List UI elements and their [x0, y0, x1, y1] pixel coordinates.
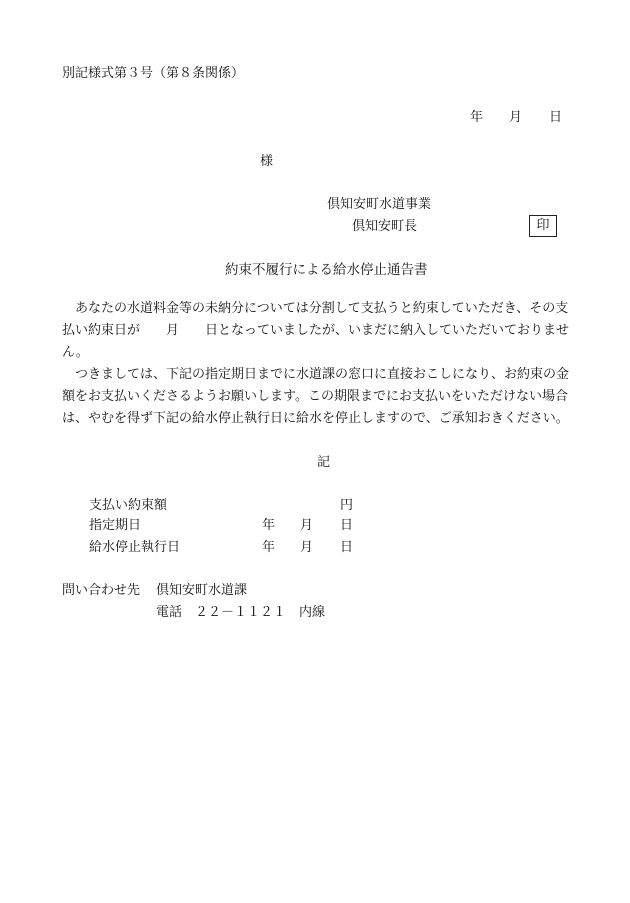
issuer-organization: 倶知安町水道事業 — [327, 197, 432, 212]
contact-department: 倶知安町水道課 — [156, 583, 248, 598]
notes-heading: 記 — [317, 455, 331, 470]
contact-phone: 電話 ２２－１１２１ 内線 — [156, 605, 326, 620]
date-month-label: 月 — [509, 110, 523, 125]
body-paragraph-2 — [62, 364, 582, 430]
body-paragraph-1 — [62, 298, 582, 364]
payment-amount-label: 支払い約束額 — [89, 498, 168, 513]
contact-label: 問い合わせ先 — [62, 583, 141, 598]
paragraph-line: 払い約束日が 月 日となっていましたが、いまだに納入していただいておりませ — [62, 323, 570, 338]
seal-box: 印 — [529, 215, 557, 237]
date-year-label: 年 — [470, 110, 484, 125]
paragraph-line: は、やむを得ず下記の給水停止執行日に給水を停止しますので、ご承知おきください。 — [62, 411, 569, 426]
form-number: 別記様式第３号（第８条関係） — [62, 66, 245, 81]
deadline-label: 指定期日 — [89, 518, 142, 533]
document-title: 約束不履行による給水停止通告書 — [225, 262, 428, 278]
recipient-honorific: 様 — [260, 154, 274, 169]
date-day-label: 日 — [549, 110, 563, 125]
paragraph-line: つきましては、下記の指定期日までに水道課の窓口に直接おこしになり、お約束の金 — [62, 367, 570, 382]
issuer-title: 倶知安町長 — [352, 219, 418, 234]
water-stop-year-label: 年 — [262, 540, 276, 555]
deadline-month-label: 月 — [300, 518, 314, 533]
water-stop-day-label: 日 — [340, 540, 354, 555]
water-stop-month-label: 月 — [300, 540, 314, 555]
paragraph-line: ん。 — [62, 345, 89, 360]
paragraph-line: あなたの水道料金等の未納分については分割して支払うと約束していただき、その支 — [62, 301, 569, 316]
deadline-day-label: 日 — [340, 518, 354, 533]
deadline-year-label: 年 — [262, 518, 276, 533]
water-stop-date-label: 給水停止執行日 — [89, 540, 181, 555]
paragraph-line: 額をお支払いくださるようお願いします。この期限までにお支払いをいただけない場合 — [62, 389, 568, 404]
payment-amount-unit: 円 — [340, 498, 354, 513]
